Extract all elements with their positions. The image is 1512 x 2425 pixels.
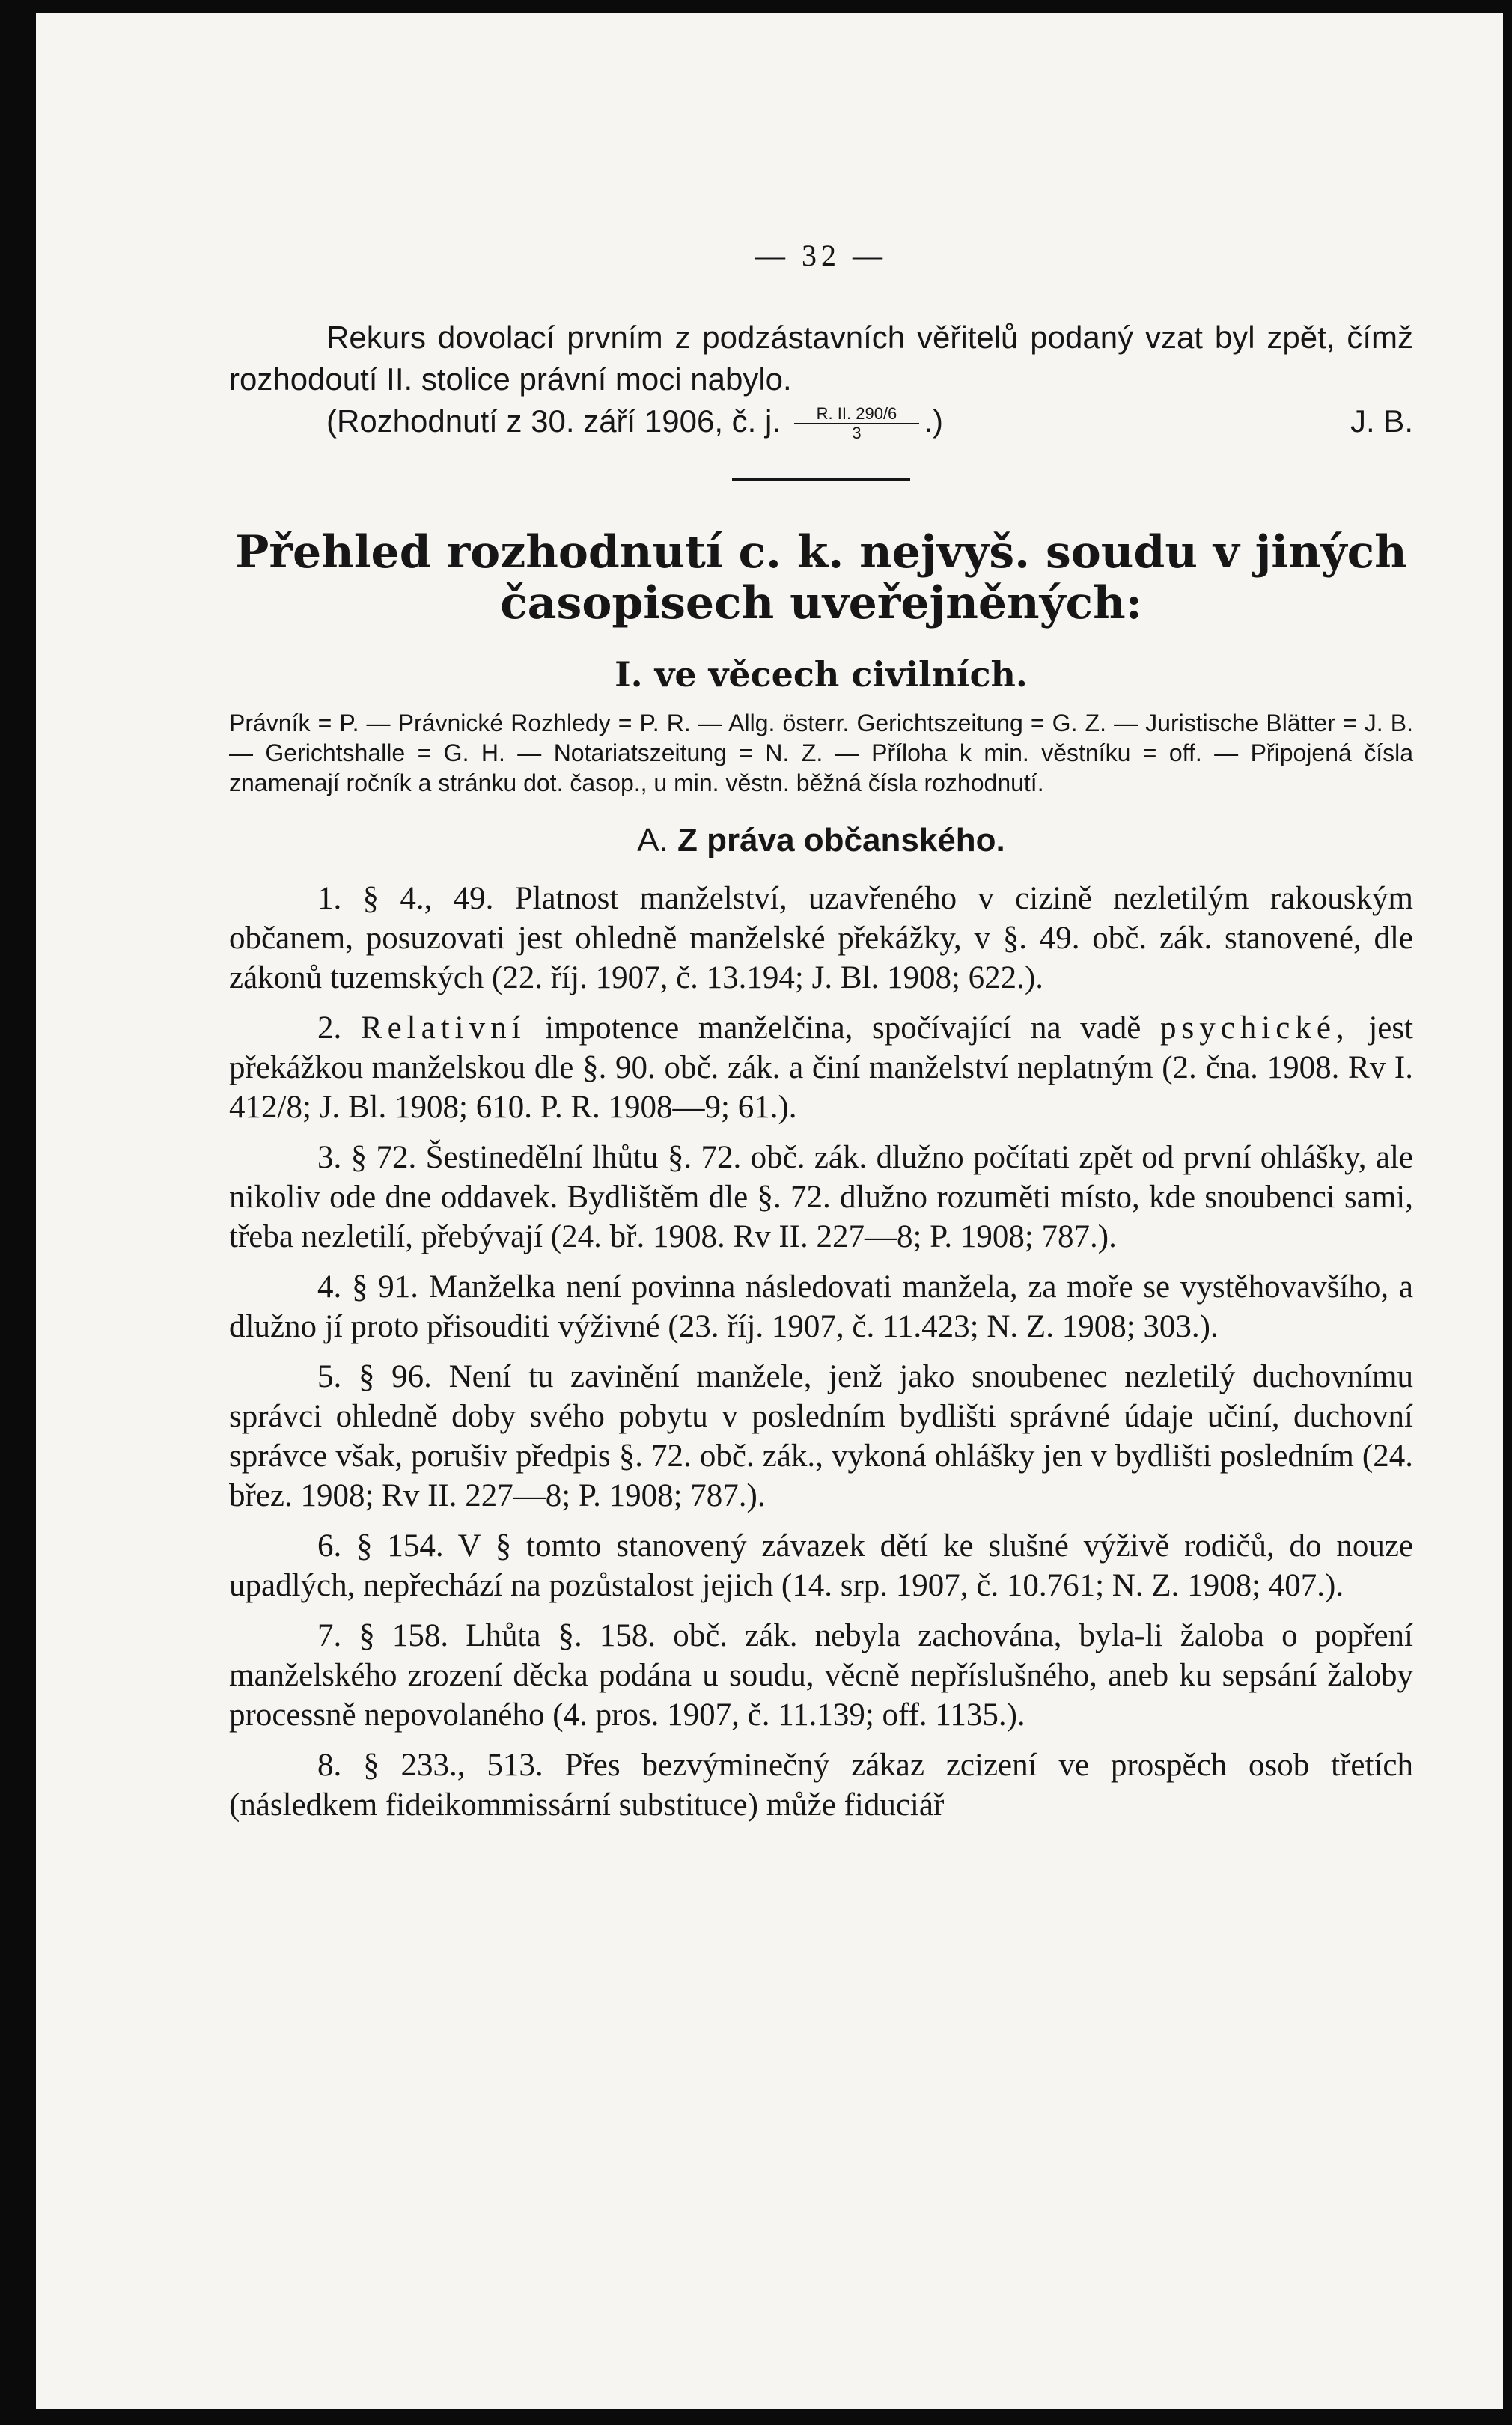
section-divider [732, 478, 910, 481]
citation [326, 400, 943, 442]
decision-item: 1. § 4., 49. Platnost manželství, uzavřeného v cizině nezletilým rakouským občanem, posuzovati jest ohledně manželské překážky, v §. 49. obč. zák. stanovené, dle zákonů tuzemských (22. říj. 1907, č. 13.194; J. Bl. 1908; 622.). [229, 881, 1413, 995]
citation-line [229, 400, 1413, 442]
section-heading [229, 822, 1413, 859]
fraction-top: R. II. 290/6 [794, 405, 920, 424]
intro-paragraph: Rekurs dovolací prvním z podzástavních věřitelů podaný vzat byl zpět, čímž rozhodoutí II. stolice právní moci nabylo. [229, 320, 1413, 397]
abbreviations-note: Právník = P. — Právnické Rozhledy = P. R. — Allg. österr. Gerichtszeitung = G. Z. — Juristische Blätter = J. B. — Gerichtshalle = G. H. — Notariatszeitung = N. Z. — Příloha k min. věstníku = off. — Připojená čísla znamenají ročník a stránku dot. časop., u min. věstn. běžná čísla rozhodnutí. [229, 710, 1413, 796]
section-letter: A. [637, 822, 668, 858]
decision-item: 4. § 91. Manželka není povinna následovati manžela, za moře se vystěhovavšího, a dlužno jí proto přisouditi výživné (23. říj. 1907, č. 11.423; N. Z. 1908; 303.). [229, 1269, 1413, 1344]
item-text: impotence manželčina, spočívající na vadě [545, 1010, 1141, 1046]
decision-item [229, 1008, 1413, 1127]
decision-item: 3. § 72. Šestinedělní lhůtu §. 72. obč. zák. dlužno počítati zpět od první ohlášky, ale nikoliv ode dne oddavek. Bydlištěm dle §. 72. dlužno rozuměti místo, kde snoubenci sami, třeba nezletilí, přebývají (24. bř. 1908. Rv II. 227—8; P. 1908; 787.). [229, 1140, 1413, 1254]
decision-item: 8. § 233., 513. Přes bezvýminečný zákaz zcizení ve prospěch osob třetích (následkem fideikommissární substituce) může fiduciář [229, 1748, 1413, 1822]
citation-prefix: (Rozhodnutí z 30. září 1906, č. j. [326, 403, 781, 439]
section-title: Z práva občanského. [677, 822, 1005, 858]
fraction-bottom: 3 [852, 423, 862, 442]
item-number: 2. [317, 1010, 342, 1046]
decision-item: 5. § 96. Není tu zavinění manžele, jenž jako snoubenec nezletilý duchovnímu správci ohledně doby svého pobytu v posledním bydlišti správné údaje učiní, duchovní správce však, porušiv předpis §. 72. obč. zák., vykoná ohlášky jen v bydlišti posledním (24. břez. 1908; Rv II. 227—8; P. 1908; 787.). [229, 1359, 1413, 1513]
sub-heading: I. ve věcech civilních. [615, 654, 1028, 695]
page [36, 13, 1503, 2409]
main-heading: Přehled rozhodnutí c. k. nejvyš. soudu v jiných časopisech uveřejněných: [235, 526, 1407, 629]
spaced-term: psychické, [1159, 1010, 1350, 1046]
decision-item: 7. § 158. Lhůta §. 158. obč. zák. nebyla zachována, byla-li žaloba o popření manželského zrození děcka podána u soudu, věcně nepříslušného, aneb ku sepsání žaloby processně nepovolaného (4. pros. 1907, č. 11.139; off. 1135.). [229, 1618, 1413, 1733]
intro-block [229, 317, 1413, 442]
page-content [229, 238, 1413, 1835]
spaced-term: Relativní [360, 1010, 526, 1046]
decision-item: 6. § 154. V § tomto stanovený závazek dětí ke slušné výživě rodičů, do nouze upadlých, nepřechází na pozůstalost jejich (14. srp. 1907, č. 10.761; N. Z. 1908; 407.). [229, 1528, 1413, 1603]
signature: J. B. [1350, 403, 1413, 439]
citation-fraction [794, 405, 920, 442]
item-text: jest překážkou manželskou dle §. 90. obč. zák. a činí manželství neplatným (2. čna. 1908. Rv I. 412/8; J. Bl. 1908; 610. P. R. 1908—9; 61.). [229, 1010, 1414, 1125]
citation-suffix: .) [924, 403, 943, 439]
page-number: — 32 — [755, 239, 887, 272]
